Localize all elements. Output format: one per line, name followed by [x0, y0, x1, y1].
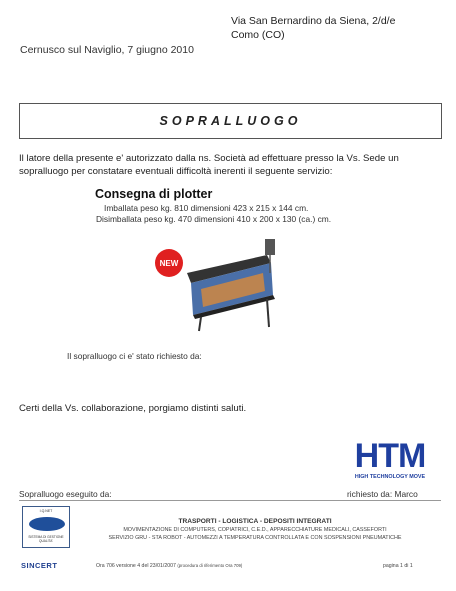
intro-paragraph: Il latore della presente e' autorizzato dalla ns. Società ad effettuare presso la Vs. Sede un sopralluogo per constatare eventuali difficoltà inerenti il seguente servizio:	[19, 153, 399, 177]
sincert-logo: SINCERT	[21, 561, 58, 570]
place-date: Cernusco sul Naviglio, 7 giugno 2010	[20, 44, 194, 56]
footer-services-2: SERVIZIO GRU - STA ROBOT - AUTOMEZZI A TEMPERATURA CONTROLLATA E CON SOSPENSIONI PNEUMATICHE	[108, 535, 402, 541]
sender-address	[231, 14, 446, 42]
service-packed-specs: Imballata peso kg. 810 dimensioni 423 x 215 x 144 cm.	[104, 203, 309, 213]
service-unpacked-specs: Disimballata peso kg. 470 dimensioni 410 x 200 x 130 (ca.) cm.	[96, 214, 332, 224]
title-box	[19, 103, 442, 139]
service-title: Consegna di plotter	[95, 187, 213, 201]
footer-divider	[19, 500, 441, 501]
certification-seal: I.Q.NET SISTEMA DI GESTIONE QUALITA'	[22, 506, 70, 548]
footer-title: TRASPORTI - LOGISTICA - DEPOSITI INTEGRATI	[178, 518, 332, 525]
htm-logo-letters: HTM	[354, 437, 426, 475]
page-number: pagina 1 di 1	[383, 563, 413, 569]
document-code	[96, 563, 242, 569]
document-code-reference: (procedura di riferimento Ora 709)	[177, 563, 243, 568]
htm-logo	[340, 433, 440, 483]
plotter-monitor	[265, 239, 275, 255]
requested-by-name: richiesto da: Marco	[347, 489, 418, 499]
seal-globe-icon	[29, 517, 65, 531]
executed-by-label: Sopralluogo eseguito da:	[19, 489, 112, 499]
requested-by-label: Il sopralluogo ci e' stato richiesto da:	[67, 351, 202, 361]
htm-logo-tagline: HIGH TECHNOLOGY MOVE	[354, 474, 426, 480]
document-code-main: Ora 706 versione 4 del 23/01/2007	[96, 563, 176, 569]
address-line-2: Como (CO)	[231, 29, 285, 41]
closing-line: Certi della Vs. collaborazione, porgiamo distinti saluti.	[19, 403, 247, 414]
document-title: SOPRALLUOGO	[159, 114, 302, 128]
footer-services-1: MOVIMENTAZIONE DI COMPUTERS, COPIATRICI, C.E.D., APPARECCHIATURE MEDICALI, CASSEFORTI	[123, 527, 387, 533]
new-badge-label: NEW	[159, 259, 179, 268]
plotter-image	[147, 233, 299, 333]
address-line-1: Via San Bernardino da Siena, 2/d/e	[231, 15, 396, 27]
